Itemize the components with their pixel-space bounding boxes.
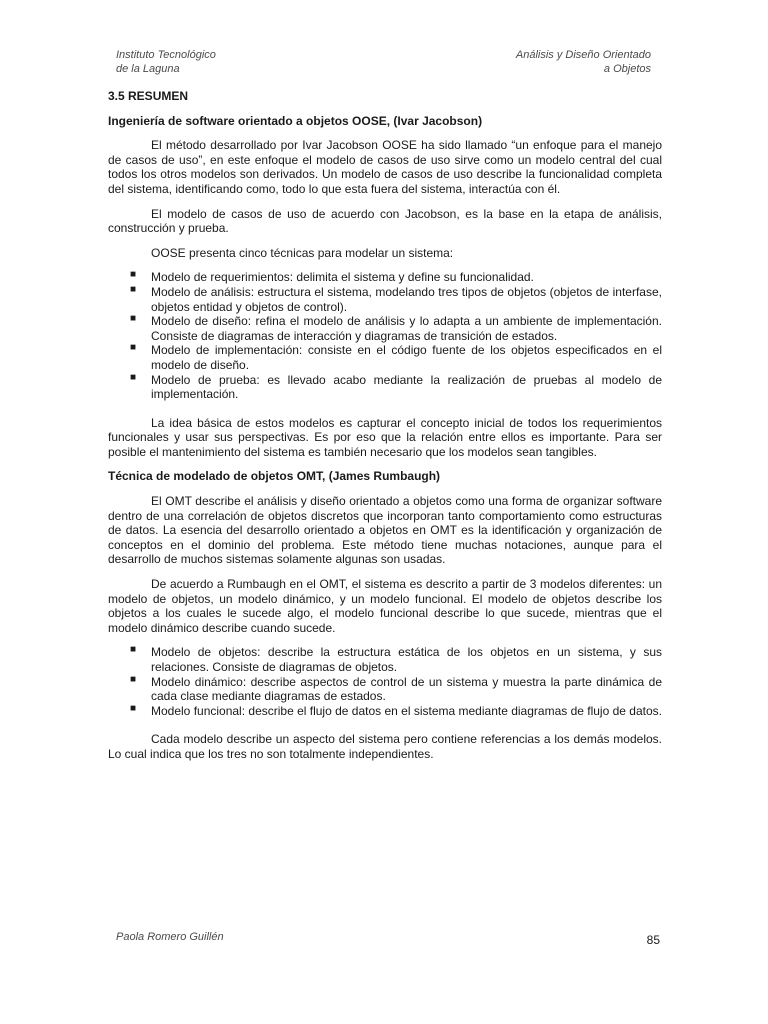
bullet-icon: ■ (130, 702, 137, 714)
omt-title: Técnica de modelado de objetos OMT, (James Rumbaugh) (108, 469, 441, 484)
header-institution-line2: de la Laguna (116, 63, 180, 75)
oose-paragraph-1: El método desarrollado por Ivar Jacobson OOSE ha sido llamado “un enfoque para el manejo de casos de uso”, en este enfoque el modelo de casos de uso sirve como un modelo central del cual todos los otros modelos son derivados. Un modelo de casos de uso describe la funcionalidad completa del sistema, identificando como, todo lo que esta fuera del sistema, interactúa con él. (108, 138, 662, 196)
list-item (108, 645, 662, 674)
list-item-text: Modelo de prueba: es llevado acabo mediante la realización de pruebas al modelo de implementación. (151, 372, 662, 402)
list-item (108, 270, 662, 285)
bullet-icon: ■ (130, 342, 137, 354)
header-institution-line1: Instituto Tecnológico (116, 49, 216, 61)
oose-paragraph-3: OOSE presenta cinco técnicas para modelar un sistema: (151, 245, 454, 260)
bullet-icon: ■ (130, 269, 137, 281)
list-item (108, 314, 662, 343)
header-institution (116, 48, 216, 76)
omt-paragraph-3: Cada modelo describe un aspecto del sistema pero contiene referencias a los demás modelos. Lo cual indica que los tres no son totalmente independientes. (108, 732, 662, 761)
list-item (108, 373, 662, 402)
bullet-icon: ■ (130, 371, 137, 383)
oose-technique-list (108, 270, 662, 401)
bullet-icon: ■ (130, 313, 137, 325)
list-item-text: Modelo de análisis: estructura el sistema, modelando tres tipos de objetos (objetos de interfase, objetos entidad y objetos de control). (151, 284, 662, 314)
list-item-text: Modelo de diseño: refina el modelo de análisis y lo adapta a un ambiente de implementación. Consiste de diagramas de interacción y diagramas de transición de estados. (151, 314, 662, 343)
list-item (108, 704, 662, 719)
header-course-line2: a Objetos (603, 63, 651, 75)
header-course (516, 48, 651, 76)
list-item-text: Modelo dinámico: describe aspectos de control de un sistema y muestra la parte dinámica de cada clase mediante diagramas de estados. (151, 674, 662, 704)
header-course-line1: Análisis y Diseño Orientado (515, 49, 651, 61)
bullet-icon: ■ (130, 673, 137, 685)
list-item-text: Modelo de requerimientos: delimita el sistema y define su funcionalidad. (151, 270, 534, 285)
oose-paragraph-4: La idea básica de estos modelos es capturar el concepto inicial de todos los requerimientos funcionales y usar sus perspectivas. Es por eso que la relación entre ellos es importante. Para ser posible el mantenimiento del sistema es también necesario que los modelos sean tangibles. (108, 415, 662, 459)
list-item-text: Modelo funcional: describe el flujo de datos en el sistema mediante diagramas de flujo de datos. (151, 703, 662, 718)
oose-title: Ingeniería de software orientado a objetos OOSE, (Ivar Jacobson) (108, 113, 483, 128)
section-heading: 3.5 RESUMEN (108, 89, 189, 103)
page-number: 85 (646, 933, 660, 947)
list-item (108, 285, 662, 314)
bullet-icon: ■ (130, 644, 137, 656)
omt-paragraph-1: El OMT describe el análisis y diseño orientado a objetos como una forma de organizar software dentro de una correlación de objetos discretos que incorporan tanto comportamiento como estructuras de datos. La esencia del desarrollo orientado a objetos en OMT es la identificación y organización de conceptos en el dominio del problema. Este método tiene muchas notaciones, aunque para el desarrollo de muchos sistemas solamente algunas son usadas. (108, 494, 662, 567)
oose-paragraph-2: El modelo de casos de uso de acuerdo con Jacobson, es la base en la etapa de análisis, construcción y prueba. (108, 206, 662, 236)
bullet-icon: ■ (130, 283, 137, 295)
omt-paragraph-2: De acuerdo a Rumbaugh en el OMT, el sistema es descrito a partir de 3 modelos diferentes: un modelo de objetos, un modelo dinámico, y un modelo funcional. El modelo de objetos describe los objetos a los cuales le sucede algo, el modelo funcional describe lo que sucede, mientras que el modelo dinámico describe cuando sucede. (108, 577, 662, 635)
footer-author: Paola Romero Guillén (116, 931, 224, 943)
list-item (108, 675, 662, 704)
omt-model-list (108, 645, 662, 718)
document-body (108, 89, 662, 772)
list-item-text: Modelo de objetos: describe la estructura estática de los objetos en un sistema, y sus relaciones. Consiste de diagramas de objetos. (151, 645, 662, 674)
list-item-text: Modelo de implementación: consiste en el código fuente de los objetos especificados en el modelo de diseño. (151, 343, 662, 372)
list-item (108, 343, 662, 372)
